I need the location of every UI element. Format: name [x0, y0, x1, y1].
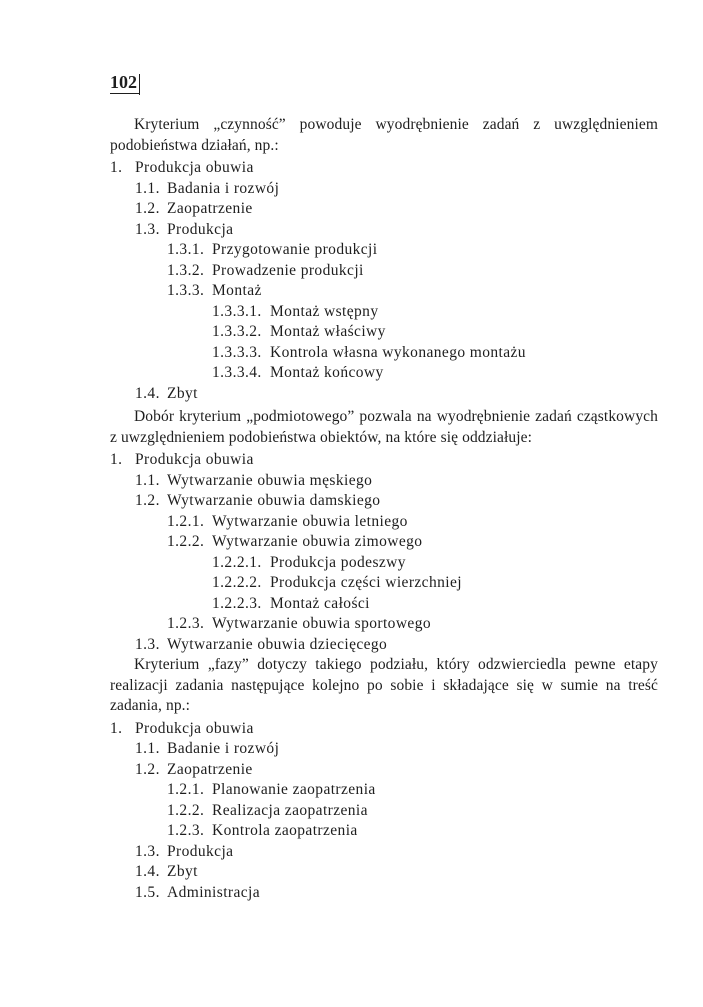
list-item: 1.3. Produkcja — [135, 842, 234, 860]
page-number: 102 — [110, 72, 140, 94]
list-item: 1. Produkcja obuwia — [110, 159, 254, 176]
list-item: 1.2.2. Realizacja zaopatrzenia — [167, 801, 368, 819]
list-item: 1.1. Wytwarzanie obuwia męskiego — [135, 471, 373, 489]
list-czynnosc — [110, 158, 658, 404]
list-item: 1.3.3.2. Montaż właściwy — [212, 323, 386, 340]
list-item: 1.2.2.1. Produkcja podeszwy — [212, 553, 406, 571]
list-item: 1.2.3. Wytwarzanie obuwia sportowego — [167, 615, 431, 632]
list-item: 1.3.2. Prowadzenie produkcji — [167, 261, 364, 279]
list-item: 1.3. Wytwarzanie obuwia dziecięcego — [135, 635, 388, 653]
list-item: 1.4. Zbyt — [135, 863, 198, 880]
list-item: 1.2.2.2. Produkcja części wierzchniej — [212, 574, 462, 591]
list-item: 1.3.1. Przygotowanie produkcji — [167, 241, 378, 258]
page-body — [110, 115, 658, 903]
list-item: 1.3.3.4. Montaż końcowy — [212, 364, 384, 381]
list-item: 1.2.3. Kontrola zaopatrzenia — [167, 822, 358, 839]
list-item: 1.3.3.3. Kontrola własna wykonanego montażu — [212, 343, 526, 361]
list-fazy — [110, 719, 658, 904]
list-item: 1.2. Zaopatrzenie — [135, 760, 253, 778]
list-item: 1.3. Produkcja — [135, 220, 234, 238]
list-item: 1. Produkcja obuwia — [110, 719, 254, 737]
list-item: 1.2. Zaopatrzenie — [135, 200, 253, 217]
list-item: 1.4. Zbyt — [135, 384, 198, 402]
list-item: 1.2.2.3. Montaż całości — [212, 594, 370, 612]
list-item: 1. Produkcja obuwia — [110, 451, 254, 468]
paragraph-fazy: Kryterium „fazy” dotyczy takiego podziału, który odzwierciedla pewne etapy realizacji zadania następujące kolejno po sobie i składające się w sumie na treść zadania, np.: — [110, 656, 658, 714]
paragraph-czynnosc: Kryterium „czynność” powoduje wyodrębnienie zadań z uwzględnieniem podobieństwa działań, np.: — [110, 116, 658, 154]
list-item: 1.3.3. Montaż — [167, 282, 262, 299]
list-item: 1.2. Wytwarzanie obuwia damskiego — [135, 492, 381, 509]
list-item: 1.2.1. Planowanie zaopatrzenia — [167, 781, 376, 798]
list-item: 1.3.3.1. Montaż wstępny — [212, 302, 379, 320]
list-item: 1.5. Administracja — [135, 883, 261, 901]
list-item: 1.1. Badanie i rozwój — [135, 740, 280, 757]
list-item: 1.2.2. Wytwarzanie obuwia zimowego — [167, 533, 423, 550]
list-item: 1.2.1. Wytwarzanie obuwia letniego — [167, 512, 408, 530]
paragraph-podmiotowe: Dobór kryterium „podmiotowego” pozwala na wyodrębnienie zadań cząstkowych z uwzględnieniem podobieństwa obiektów, na które się oddziałuje: — [110, 408, 658, 446]
list-item: 1.1. Badania i rozwój — [135, 179, 280, 197]
list-podmiotowe — [110, 450, 658, 655]
